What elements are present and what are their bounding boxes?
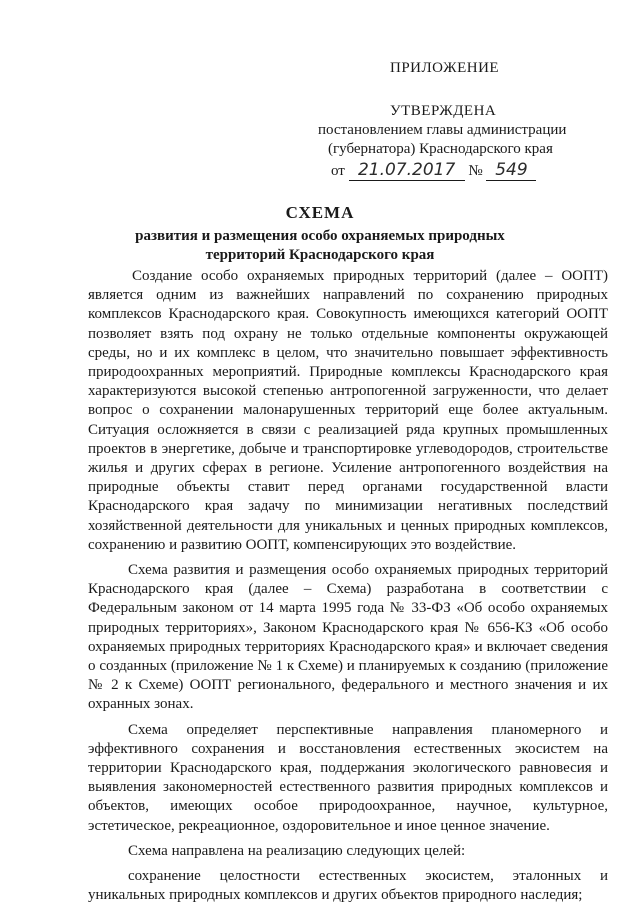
paragraph-intro: Создание особо охраняемых природных территорий (далее – ООПТ) является одним из важнейших направлений по сохранению природных комплексов Краснодарского края. Совокупность имеющихся категорий ООПТ позволяет взять под охрану не только отдельные компоненты окружающей среды, но и их комплекс в целом, что значительно повышает эффективность природоохранных мероприятий. Природные комплексы Краснодарского края характеризуются высокой степенью антропогенной загруженности, что делает вопрос о сохранении малонарушенных территорий еще более актуальным. Ситуация осложняется в связи с реализацией ряда крупных промышленных проектов в энергетике, добыче и транспортировке углеводородов, строительстве жилья и других сферах в регионе. Усиление антропогенного воздействия на природные объекты ставит перед органами государственной власти Краснодарского края задачу по минимизации негативных последствий хозяйственной деятельности для уникальных и ценных природных комплексов, сохранению и развитию ООПТ, компенсирующих это воздействие.	[88, 268, 608, 553]
decree-date: 21.07.2017	[357, 160, 456, 180]
paragraph-scheme-basis: Схема развития и размещения особо охраняемых природных территорий Краснодарского края (далее – Схема) разработана в соответствии с Федеральным законом от 14 марта 1995 года № 33-ФЗ «Об особо охраняемых природных территориях», Законом Краснодарского края № 656-КЗ «Об особо охраняемых природных территориях Краснодарского края» и включает сведения о созданных (приложение № 1 к Схеме) и планируемых к созданию (приложение № 2 к Схеме) ООПТ регионального, федерального и местного значения и их охранных зонах.	[88, 562, 608, 713]
date-prefix: от	[331, 163, 345, 179]
decree-number: 549	[495, 160, 528, 180]
number-field	[486, 160, 536, 181]
subtitle-line-1: развития и размещения особо охраняемых природных	[135, 228, 505, 244]
paragraph-scheme-scope: Схема определяет перспективные направления планомерного и эффективного сохранения и восстановления естественных экосистем на территории Краснодарского края, поддержания экологического равновесия и выявления закономерностей естественного развития природных комплексов и объектов, имеющих особое природоохранное, научное, культурное, эстетическое, рекреационное, оздоровительное и иное ценное значение.	[88, 721, 608, 834]
paragraph-goals-intro: Схема направлена на реализацию следующих целей:	[128, 842, 466, 859]
date-field	[349, 160, 465, 181]
approved-label: УТВЕРЖДЕНА	[390, 103, 497, 119]
subtitle-line-2: территорий Краснодарского края	[205, 247, 435, 263]
approved-by-line2: (губернатора) Краснодарского края	[328, 141, 553, 157]
document-subtitle	[0, 227, 640, 265]
document-title-block	[0, 203, 640, 265]
paragraph-goal-item: сохранение целостности естественных экосистем, эталонных и уникальных природных комплексов и других объектов природного наследия;	[88, 868, 608, 904]
number-prefix: №	[468, 163, 483, 179]
appendix-label: ПРИЛОЖЕНИЕ	[390, 60, 500, 76]
decree-date-number-line	[331, 160, 536, 181]
document-title: СХЕМА	[285, 203, 355, 222]
document-body	[88, 267, 608, 912]
approved-by-line1: постановлением главы администрации	[318, 122, 567, 138]
